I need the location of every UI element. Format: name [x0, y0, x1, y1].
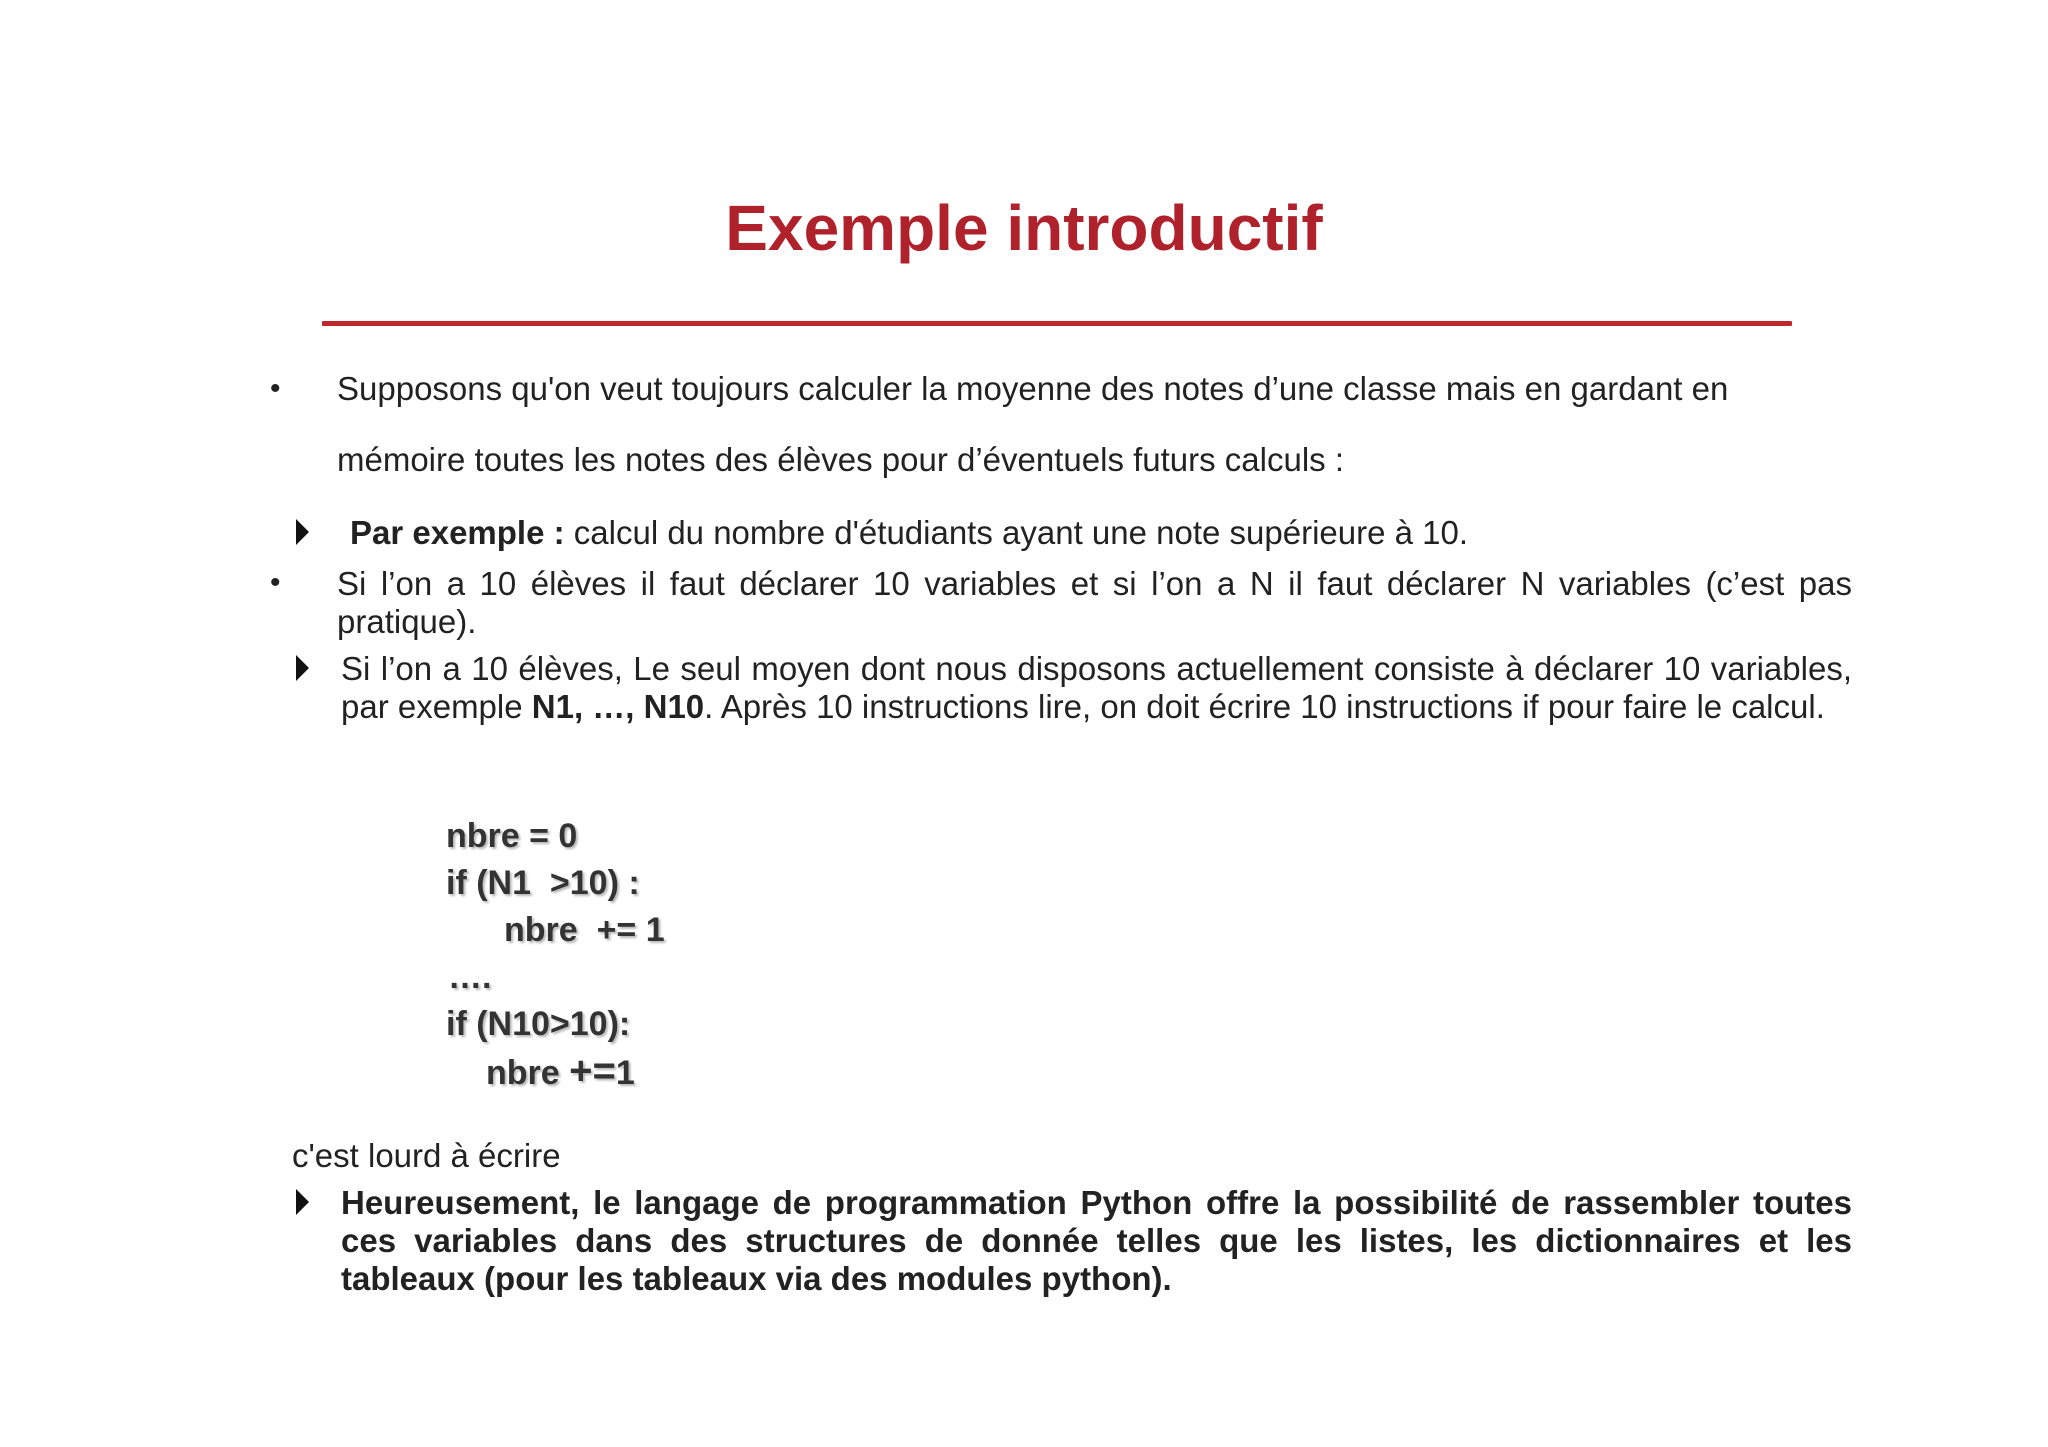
sub-bullet-2-part-2: . Après 10 instructions lire, on doit écrire 10 instructions if pour faire le calcul.: [704, 688, 1825, 725]
triangle-bullet-icon: [296, 519, 309, 545]
sub-bullet-1: [350, 514, 1850, 552]
code-line-6-value: 1: [615, 1054, 635, 1092]
code-line-5: if (N10>10):: [446, 1005, 631, 1043]
code-line-6-var: nbre: [486, 1054, 570, 1092]
sub-bullet-2-part-1: Si l’on a 10 élèves, Le seul moyen dont nous disposons actuellement consiste à déclarer 10 variables, par exemple: [341, 650, 1852, 725]
sub-bullet-2-variables: N1, …, N10: [531, 688, 705, 725]
slide-title: Exemple introductif: [725, 192, 1323, 264]
triangle-bullet-icon: [296, 1189, 309, 1215]
sub-bullet-1-label: Par exemple :: [350, 514, 565, 551]
bullet-dot-icon: •: [270, 566, 281, 599]
code-line-2: if (N1 >10) :: [446, 864, 640, 902]
code-line-1: nbre = 0: [446, 817, 578, 855]
code-line-4: ….: [448, 958, 492, 996]
sub-bullet-1-text: calcul du nombre d'étudiants ayant une note supérieure à 10.: [564, 514, 1469, 551]
code-line-6: [486, 1051, 635, 1093]
sub-bullet-2: [341, 650, 1852, 726]
bullet-1-line-2: mémoire toutes les notes des élèves pour d’éventuels futurs calculs :: [337, 441, 1345, 478]
code-line-6-operator: +=: [569, 1049, 616, 1093]
bullet-1-line-1: Supposons qu'on veut toujours calculer la moyenne des notes d’une classe mais en gardant en: [337, 370, 1729, 407]
bullet-dot-icon: •: [270, 372, 281, 405]
title-divider: [322, 321, 1792, 326]
code-line-3: nbre += 1: [504, 911, 665, 949]
sub-bullet-3: Heureusement, le langage de programmation Python offre la possibilité de rassembler toutes ces variables dans des structures de donnée telles que les listes, les dictionnaires et les tableaux (pour les tableaux via des modules python).: [341, 1184, 1852, 1297]
triangle-bullet-icon: [296, 655, 309, 681]
note-text: c'est lourd à écrire: [292, 1137, 561, 1174]
bullet-2: Si l’on a 10 élèves il faut déclarer 10 variables et si l’on a N il faut déclarer N variables (c’est pas pratique).: [337, 565, 1852, 640]
